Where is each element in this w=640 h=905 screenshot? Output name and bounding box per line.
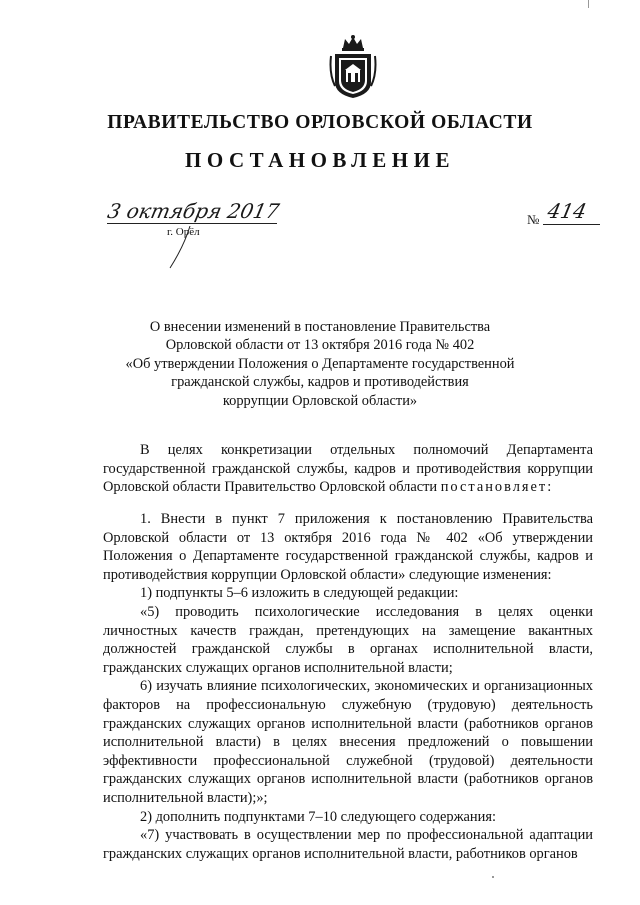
date-underline	[107, 223, 277, 224]
number-sign: №	[527, 212, 540, 227]
scan-mark	[588, 0, 589, 8]
city: г. Орёл	[167, 226, 200, 238]
document-type: ПОСТАНОВЛЕНИЕ	[185, 148, 455, 172]
title-line: «Об утверждении Положения о Департаменте государственной	[125, 355, 515, 372]
number-underline	[543, 224, 600, 225]
number-handwritten: 414	[545, 199, 589, 223]
main-text	[103, 510, 593, 863]
preamble-text: В целях конкретизации отдельных полномочий Департамента государственной гражданской службы, кадров и противодействия коррупции Орловской области Правительство Орловской области	[103, 442, 593, 496]
document-title	[0, 318, 640, 410]
preamble	[103, 441, 593, 497]
paragraph: «5) проводить психологические исследования в целях оценки личностных качеств граждан, претендующих на замещение вакантных должностей гражданской службы в органах исполнительной власти, гражданских служащих органов исполнительной власти;	[103, 603, 593, 676]
paragraph: 1) подпункты 5–6 изложить в следующей редакции:	[140, 585, 459, 602]
title-line: О внесении изменений в постановление Правительства	[149, 319, 491, 335]
title-line: гражданской службы, кадров и противодействия	[171, 374, 469, 391]
paragraph: «7) участвовать в осуществлении мер по профессиональной адаптации гражданских служащих органов исполнительной власти, работников органов	[103, 827, 593, 862]
title-line: Орловской области от 13 октября 2016 года № 402	[165, 337, 475, 354]
scan-speck	[492, 876, 494, 878]
paragraph: 1. Внести в пункт 7 приложения к постановлению Правительства Орловской области от 13 октября 2016 года № 402 «Об утверждении Положения о Департаменте государственной гражданской службы, кадров и противодействия коррупции Орловской области» следующие изменения:	[103, 511, 593, 583]
preamble-action: постановляет	[440, 479, 548, 496]
title-line: коррупции Орловской области»	[222, 392, 418, 409]
organization-name: ПРАВИТЕЛЬСТВО ОРЛОВСКОЙ ОБЛАСТИ	[107, 112, 533, 133]
coat-of-arms-icon	[329, 34, 377, 100]
paragraph: 6) изучать влияние психологических, экономических и организационных факторов на профессиональную служебную (трудовую) деятельность гражданских служащих органов исполнительной власти (работников органов исполнительной власти) в целях внесения предложений о повышении эффективности профессиональной служебной (трудовой) деятельности гражданских служащих органов исполнительной власти (работников органов исполнительной власти);»;	[103, 678, 593, 806]
preamble-end: :	[547, 479, 552, 496]
date-handwritten: 3 октября 2017	[105, 199, 282, 223]
paragraph: 2) дополнить подпунктами 7–10 следующего содержания:	[140, 808, 496, 825]
